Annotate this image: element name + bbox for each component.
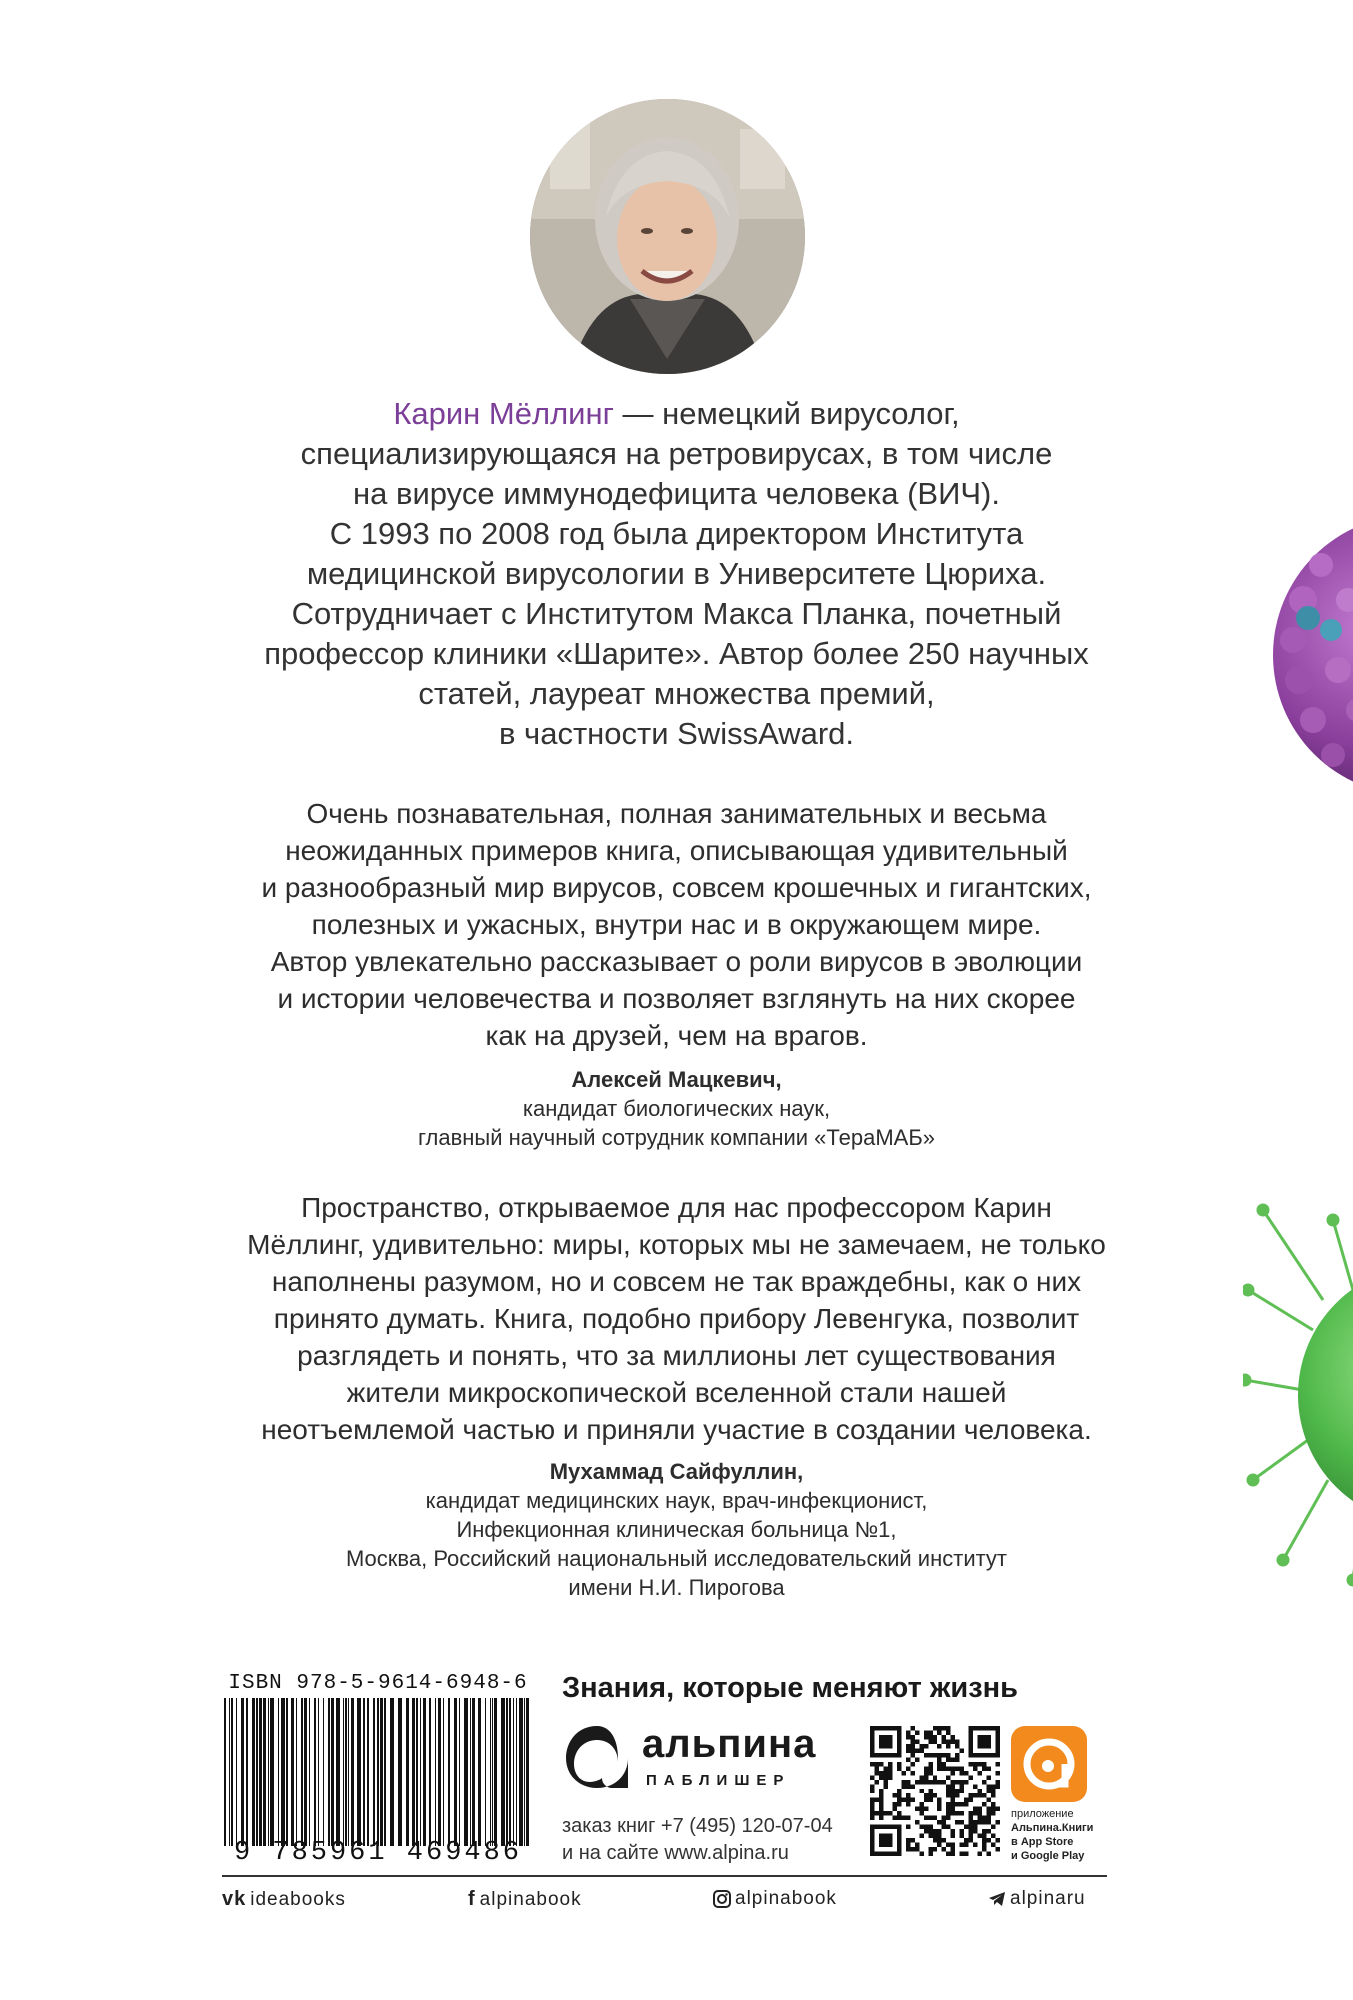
review-line: Очень познавательная, полная занимательных и весьма: [306, 798, 1047, 829]
review-line: неотъемлемой частью и приняли участие в создании человека.: [261, 1414, 1092, 1445]
purple-virus-illustration: [1263, 490, 1353, 820]
review-line: как на друзей, чем на врагов.: [485, 1020, 868, 1051]
reviewer-credential: имени Н.И. Пирогова: [568, 1575, 785, 1600]
author-photo: [530, 99, 805, 374]
isbn-number: ISBN 978-5-9614-6948-6: [228, 1672, 528, 1695]
vk-icon: vk: [222, 1888, 247, 1910]
reviewer-credential: Москва, Российский национальный исследовательский институт: [345, 1546, 1008, 1571]
review-line: неожиданных примеров книга, описывающая удивительный: [285, 835, 1068, 866]
publisher-subname: ПАБЛИШЕР: [646, 1772, 791, 1789]
social-link-instagram[interactable]: alpinabook: [713, 1888, 837, 1910]
bio-line: Сотрудничает с Институтом Макса Планка, почетный: [291, 596, 1062, 631]
social-link-telegram[interactable]: alpinaru: [988, 1888, 1086, 1910]
instagram-icon: [713, 1890, 731, 1908]
review-line: Пространство, открываемое для нас профессором Карин: [301, 1192, 1052, 1223]
app-logo-icon: [1011, 1726, 1087, 1802]
review-line: и истории человечества и позволяет взглянуть на них скорее: [277, 983, 1076, 1014]
qr-code[interactable]: [870, 1726, 1000, 1856]
app-store-info: приложение Альпина.Книги в App Store и Google Play: [1011, 1808, 1094, 1862]
publisher-slogan: Знания, которые меняют жизнь: [562, 1672, 1018, 1704]
author-bio: [120, 394, 1233, 754]
facebook-icon: f: [468, 1888, 476, 1910]
barcode-bars: [222, 1698, 534, 1846]
reviewer-credential: кандидат медицинских наук, врач-инфекционист,: [425, 1488, 928, 1513]
review-line: жители микроскопической вселенной стали нашей: [346, 1377, 1007, 1408]
bio-line: на вирусе иммунодефицита человека (ВИЧ).: [353, 476, 1000, 511]
ean-number: 9 785961 469486: [233, 1838, 523, 1868]
footer-divider: [222, 1875, 1107, 1877]
bio-line: Карин Мёллинг — немецкий вирусолог,: [393, 396, 960, 431]
bio-line: С 1993 по 2008 год была директором Института: [329, 516, 1024, 551]
review-line: полезных и ужасных, внутри нас и в окружающем мире.: [311, 909, 1042, 940]
review-line: разглядеть и понять, что за миллионы лет существования: [297, 1340, 1056, 1371]
bio-line: статей, лауреат множества премий,: [418, 676, 935, 711]
social-link-facebook[interactable]: f alpinabook: [468, 1888, 582, 1910]
bio-line: медицинской вирусологии в Университете Цюриха.: [306, 556, 1047, 591]
review-line: Автор увлекательно рассказывает о роли вирусов в эволюции: [270, 946, 1083, 977]
bio-line: профессор клиники «Шарите». Автор более 250 научных: [264, 636, 1089, 671]
isbn-barcode: [222, 1672, 534, 1868]
author-portrait-illustration: [530, 99, 805, 374]
review-2-signature: [120, 1457, 1233, 1602]
telegram-icon: [988, 1891, 1006, 1907]
review-line: и разнообразный мир вирусов, совсем крошечных и гигантских,: [261, 872, 1092, 903]
review-line: Мёллинг, удивительно: миры, которых мы не замечаем, не только: [247, 1229, 1106, 1260]
reviewer-1-name: Алексей Мацкевич,: [571, 1067, 782, 1092]
alpina-books-app-icon[interactable]: [1011, 1726, 1087, 1802]
review-quote-1: [120, 795, 1233, 1054]
bio-line: специализирующаяся на ретровирусах, в том числе: [300, 436, 1053, 471]
alpina-logo-icon: [562, 1722, 632, 1792]
author-name: Карин Мёллинг: [393, 396, 614, 431]
publisher-name: альпина: [642, 1722, 817, 1766]
review-line: принято думать. Книга, подобно прибору Левенгука, позволит: [273, 1303, 1080, 1334]
review-line: наполнены разумом, но и совсем не так враждебны, как о них: [271, 1266, 1082, 1297]
reviewer-credential: кандидат биологических наук,: [522, 1096, 831, 1121]
bio-line: в частности SwissAward.: [498, 716, 855, 751]
review-1-signature: [120, 1065, 1233, 1152]
reviewer-credential: главный научный сотрудник компании «ТераМАБ»: [417, 1125, 935, 1150]
publisher-logo: [562, 1722, 822, 1802]
order-phone: заказ книг +7 (495) 120-07-04: [562, 1815, 833, 1837]
reviewer-2-name: Мухаммад Сайфуллин,: [549, 1459, 804, 1484]
order-website: и на сайте www.alpina.ru: [562, 1842, 789, 1864]
reviewer-credential: Инфекционная клиническая больница №1,: [456, 1517, 897, 1542]
green-virus-illustration: [1243, 1180, 1353, 1600]
social-link-vk[interactable]: vk ideabooks: [222, 1888, 346, 1910]
review-quote-2: [120, 1189, 1233, 1448]
order-info: [562, 1813, 833, 1867]
